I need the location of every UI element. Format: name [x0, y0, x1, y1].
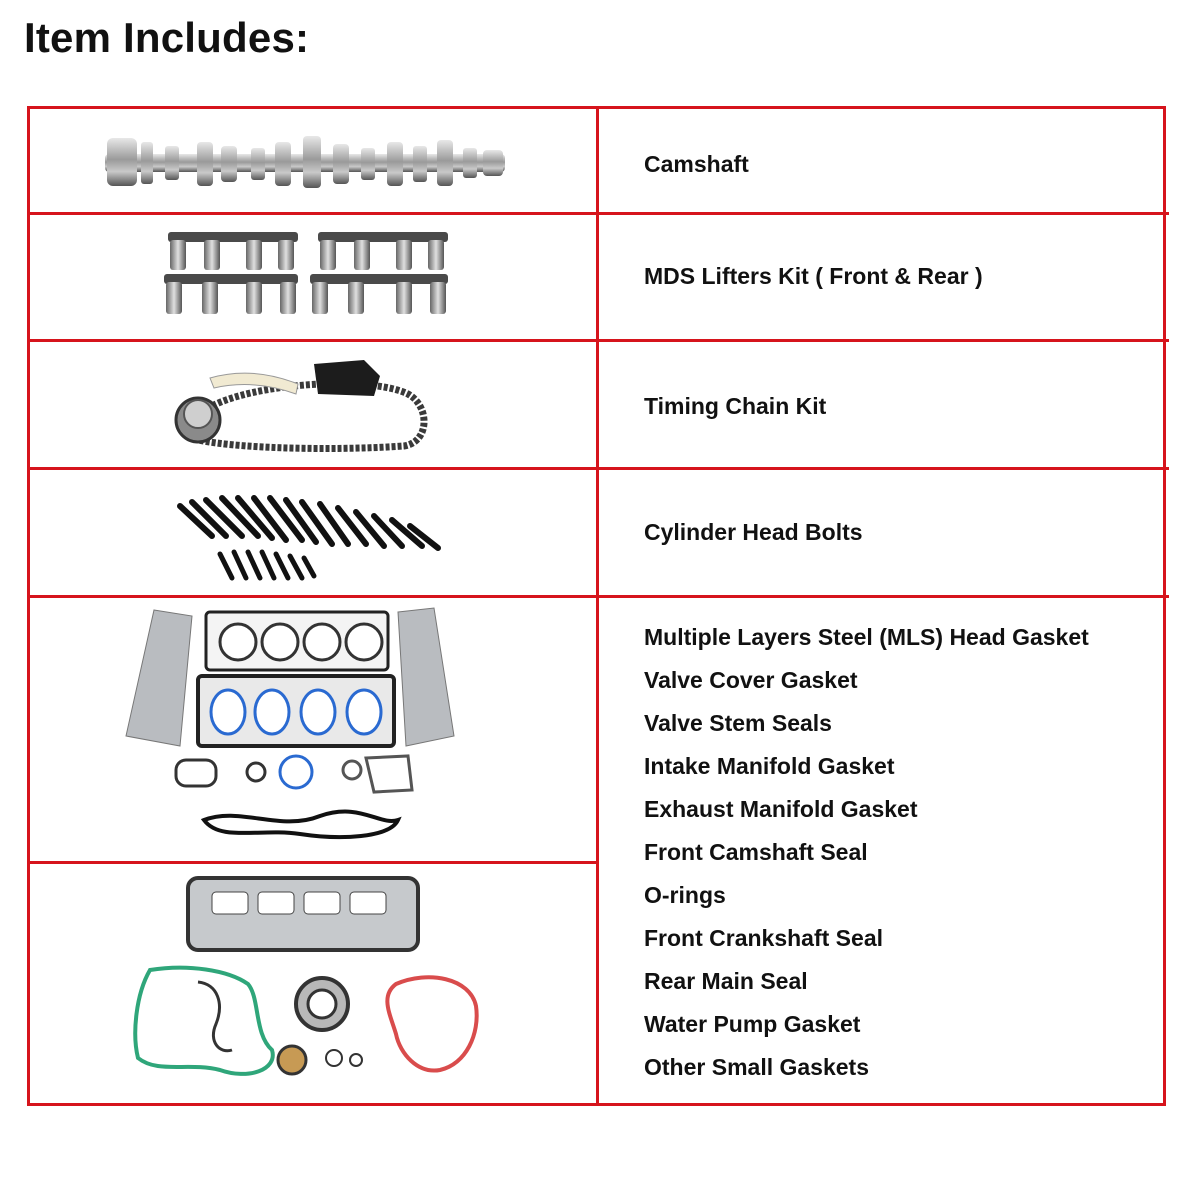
timing-chain-photo — [168, 354, 436, 458]
camshaft-photo — [105, 132, 505, 196]
list-item: Other Small Gaskets — [644, 1054, 869, 1080]
item-label-head-bolts: Cylinder Head Bolts — [644, 519, 863, 545]
list-item: Exhaust Manifold Gasket — [644, 796, 918, 822]
list-item: Valve Cover Gasket — [644, 667, 858, 693]
list-item: O-rings — [644, 882, 726, 908]
list-item: Front Crankshaft Seal — [644, 925, 883, 951]
list-item: Multiple Layers Steel (MLS) Head Gasket — [644, 624, 1089, 650]
list-item: Front Camshaft Seal — [644, 839, 868, 865]
oil-pan-gasket-set-photo — [128, 874, 492, 1088]
item-label-lifters: MDS Lifters Kit ( Front & Rear ) — [644, 263, 983, 289]
list-item: Intake Manifold Gasket — [644, 753, 895, 779]
list-item: Water Pump Gasket — [644, 1011, 861, 1037]
head-bolts-photo — [172, 486, 448, 586]
list-item: Valve Stem Seals — [644, 710, 832, 736]
gasket-list — [644, 616, 1089, 1089]
list-item: Rear Main Seal — [644, 968, 808, 994]
item-label-timing-chain: Timing Chain Kit — [644, 393, 827, 419]
item-label-camshaft: Camshaft — [644, 151, 749, 177]
row-divider — [27, 861, 599, 864]
lifters-photo — [160, 228, 452, 320]
column-divider — [596, 106, 599, 1106]
head-gasket-set-photo — [120, 606, 456, 856]
page-title: Item Includes: — [24, 14, 310, 61]
